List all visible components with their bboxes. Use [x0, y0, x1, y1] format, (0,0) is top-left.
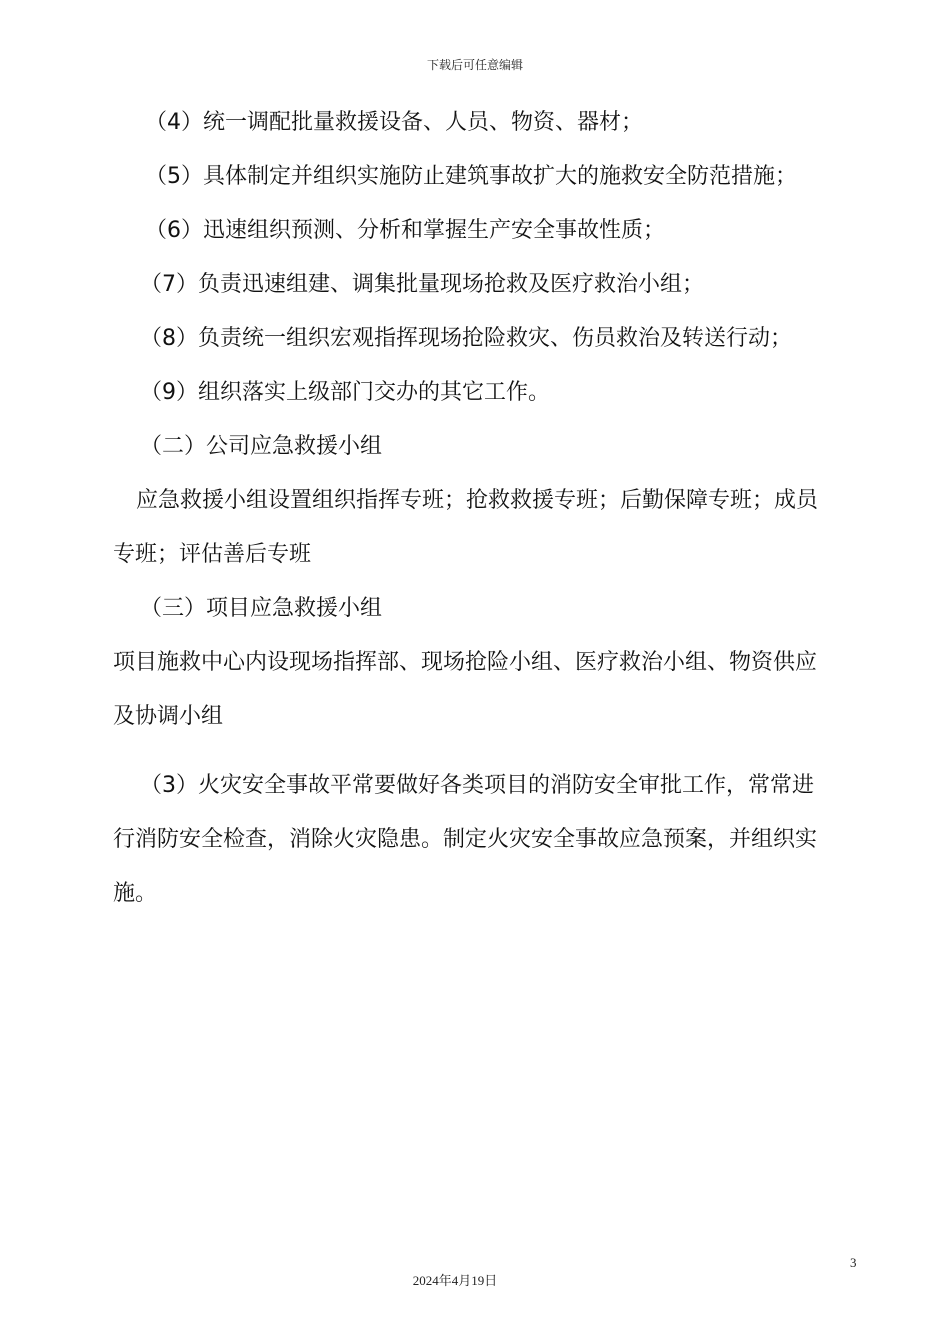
paragraph-line: 及协调小组 — [113, 704, 224, 729]
paragraph-line: 行消防安全检查，消除火灾隐患。制定火灾安全事故应急预案，并组织实 — [113, 827, 818, 852]
paragraph-line: 项目施救中心内设现场指挥部、现场抢险小组、医疗救治小组、物资供应 — [113, 650, 818, 675]
list-item: （7）负责迅速组建、调集批量现场抢救及医疗救治小组； — [140, 272, 704, 297]
paragraph-line: 应急救援小组设置组织指挥专班；抢救救援专班；后勤保障专班；成员 — [136, 488, 819, 513]
list-item: （5）具体制定并组织实施防止建筑事故扩大的施救安全防范措施； — [145, 164, 797, 189]
paragraph-line: 专班；评估善后专班 — [113, 542, 312, 567]
paragraph-line: （3）火灾安全事故平常要做好各类项目的消防安全审批工作，常常进 — [140, 773, 814, 798]
section-heading: （三）项目应急救援小组 — [140, 596, 383, 621]
list-item: （4）统一调配批量救援设备、人员、物资、器材； — [145, 110, 643, 135]
paragraph-line: 施。 — [113, 881, 158, 906]
page-header: 下载后可任意编辑 — [426, 58, 523, 72]
list-item: （9）组织落实上级部门交办的其它工作。 — [140, 380, 550, 405]
footer-date: 2024年4月19日 — [412, 1273, 498, 1288]
list-item: （6）迅速组织预测、分析和掌握生产安全事故性质； — [145, 218, 665, 243]
section-heading: （二）公司应急救援小组 — [140, 434, 383, 459]
page-number: 3 — [850, 1255, 857, 1270]
list-item: （8）负责统一组织宏观指挥现场抢险救灾、伤员救治及转送行动； — [140, 326, 792, 351]
